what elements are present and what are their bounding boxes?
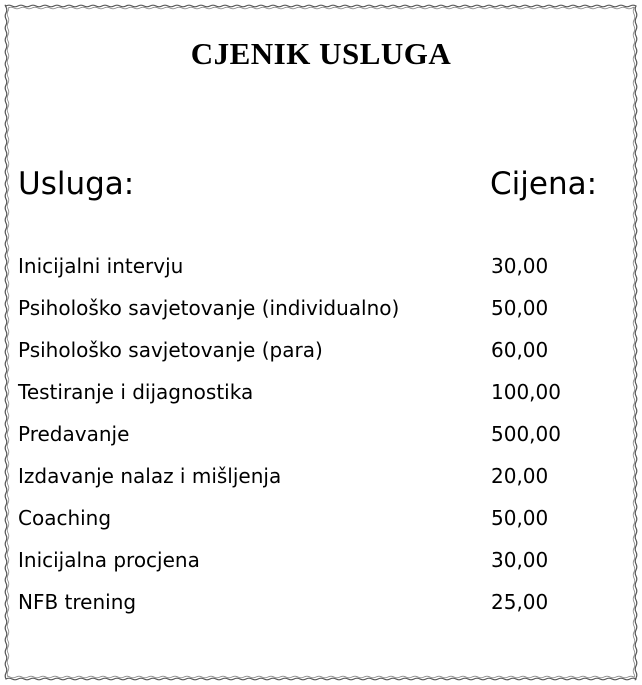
price-row <box>0 380 642 410</box>
service-price: 500,00 <box>491 422 561 446</box>
price-column-header: Cijena: <box>490 166 598 202</box>
service-price: 30,00 <box>491 254 549 278</box>
service-name: Predavanje <box>18 422 130 446</box>
price-row <box>0 338 642 368</box>
service-name: Inicijalna procjena <box>18 548 200 572</box>
service-name: Coaching <box>18 506 112 530</box>
service-price: 100,00 <box>491 380 561 404</box>
price-row <box>0 296 642 326</box>
service-name: Izdavanje nalaz i mišljenja <box>18 464 282 488</box>
service-price: 60,00 <box>491 338 549 362</box>
service-name: Psihološko savjetovanje (individualno) <box>18 296 400 320</box>
price-row <box>0 548 642 578</box>
service-name: Inicijalni intervju <box>18 254 184 278</box>
service-price: 50,00 <box>491 506 549 530</box>
service-column-header: Usluga: <box>18 166 135 202</box>
service-name: Testiranje i dijagnostika <box>18 380 254 404</box>
price-row <box>0 506 642 536</box>
price-row <box>0 464 642 494</box>
page-title: CJENIK USLUGA <box>190 36 452 71</box>
service-price: 20,00 <box>491 464 549 488</box>
service-price: 30,00 <box>491 548 549 572</box>
service-name: Psihološko savjetovanje (para) <box>18 338 323 362</box>
service-price: 50,00 <box>491 296 549 320</box>
service-name: NFB trening <box>18 590 137 614</box>
service-price: 25,00 <box>491 590 549 614</box>
price-row <box>0 254 642 284</box>
price-row <box>0 422 642 452</box>
price-row <box>0 590 642 620</box>
